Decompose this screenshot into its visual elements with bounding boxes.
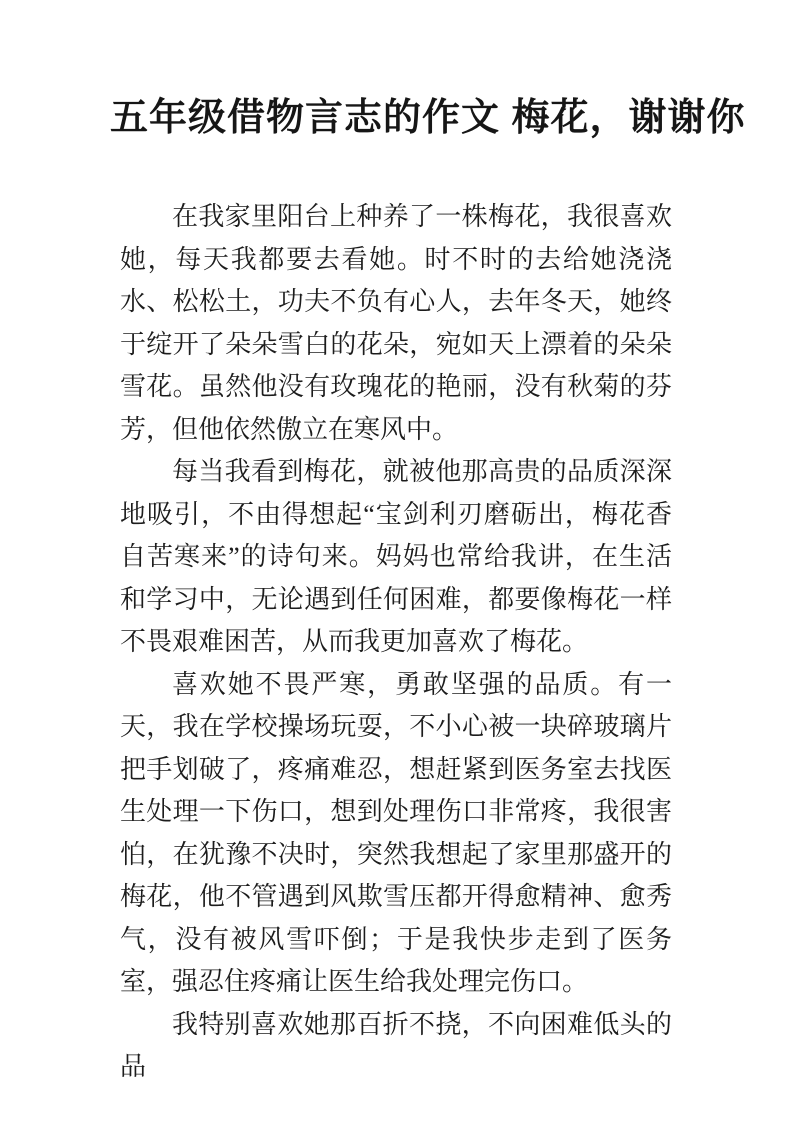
essay-paragraph-2: 每当我看到梅花，就被他那高贵的品质深深地吸引，不由得想起“宝剑利刃磨砺出，梅花香自苦寒来”的诗句来。妈妈也常给我讲，在生活和学习中，无论遇到任何困难，都要像梅花一样不畏艰难困苦，从而我更加喜欢了梅花。: [120, 457, 672, 656]
essay-body: [120, 196, 672, 1089]
essay-title: 五年级借物言志的作文 梅花，谢谢你: [110, 97, 746, 139]
essay-paragraph-4: 我特别喜欢她那百折不挠，不向困难低头的品: [120, 1009, 672, 1081]
essay-paragraph-1: 在我家里阳台上种养了一株梅花，我很喜欢她，每天我都要去看她。时不时的去给她浇浇水、松松土，功夫不负有心人，去年冬天，她终于绽开了朵朵雪白的花朵，宛如天上漂着的朵朵雪花。虽然他没有玫瑰花的艳丽，没有秋菊的芬芳，但他依然傲立在寒风中。: [120, 202, 672, 444]
essay-paragraph-3: 喜欢她不畏严寒，勇敢坚强的品质。有一天，我在学校操场玩耍，不小心被一块碎玻璃片把手划破了，疼痛难忍，想赶紧到医务室去找医生处理一下伤口，想到处理伤口非常疼，我很害怕，在犹豫不决时，突然我想起了家里那盛开的梅花，他不管遇到风欺雪压都开得愈精神、愈秀气，没有被风雪吓倒；于是我快步走到了医务室，强忍住疼痛让医生给我处理完伤口。: [120, 669, 672, 996]
